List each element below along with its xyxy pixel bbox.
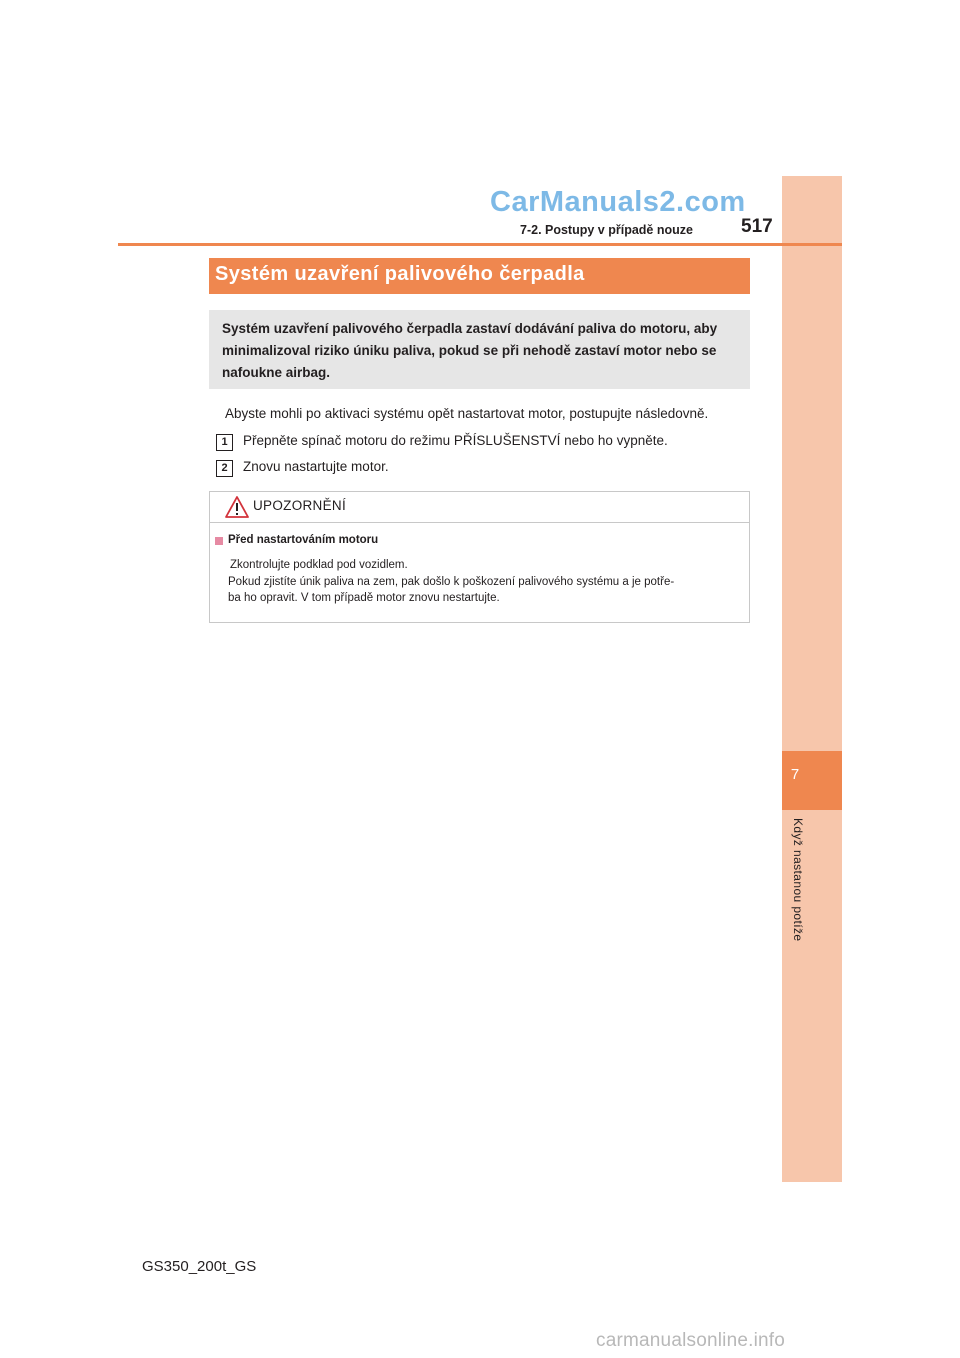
chapter-side-tab [782,176,842,1182]
warning-box [209,491,750,623]
warning-triangle-icon [225,496,249,518]
lead-text: Abyste mohli po aktivaci systému opět nastartovat motor, postupujte následovně. [225,406,709,421]
warning-title: UPOZORNĚNÍ [253,498,347,513]
step-number-badge: 1 [216,434,233,451]
warning-text [228,557,743,607]
running-header: 7-2. Postupy v případě nouze [520,223,693,237]
footer-model-code: GS350_200t_GS [142,1258,257,1275]
page-number: 517 [741,216,773,237]
step-text: Znovu nastartujte motor. [243,459,389,474]
step-text: Přepněte spínač motoru do režimu PŘÍSLUŠENSTVÍ nebo ho vypněte. [243,433,668,448]
warning-header [210,492,749,523]
step-number-badge: 2 [216,460,233,477]
header-rule [118,243,842,246]
intro-text: Systém uzavření palivového čerpadla zastaví dodávání paliva do motoru, aby minimalizoval riziko úniku paliva, pokud se při nehodě zastaví motor nebo se nafoukne airbag. [222,321,718,380]
footer-watermark: carmanualsonline.info [596,1330,786,1351]
chapter-number: 7 [790,766,800,783]
warning-line: Pokud zjistíte únik paliva na zem, pak došlo k poškození palivového systému a je potře- [228,575,675,588]
intro-box [209,310,750,389]
section-title-bar [209,258,750,294]
warning-subtitle: Před nastartováním motoru [228,534,379,546]
warning-line: ba ho opravit. V tom případě motor znovu nestartujte. [228,592,500,604]
section-title: Systém uzavření palivového čerpadla [215,263,585,285]
chapter-title: Když nastanou potíže [791,818,805,942]
warning-line: Zkontrolujte podklad pod vozidlem. [230,559,408,571]
watermark-logo: CarManuals2.com [490,186,746,218]
warning-bullet-icon [215,537,223,545]
